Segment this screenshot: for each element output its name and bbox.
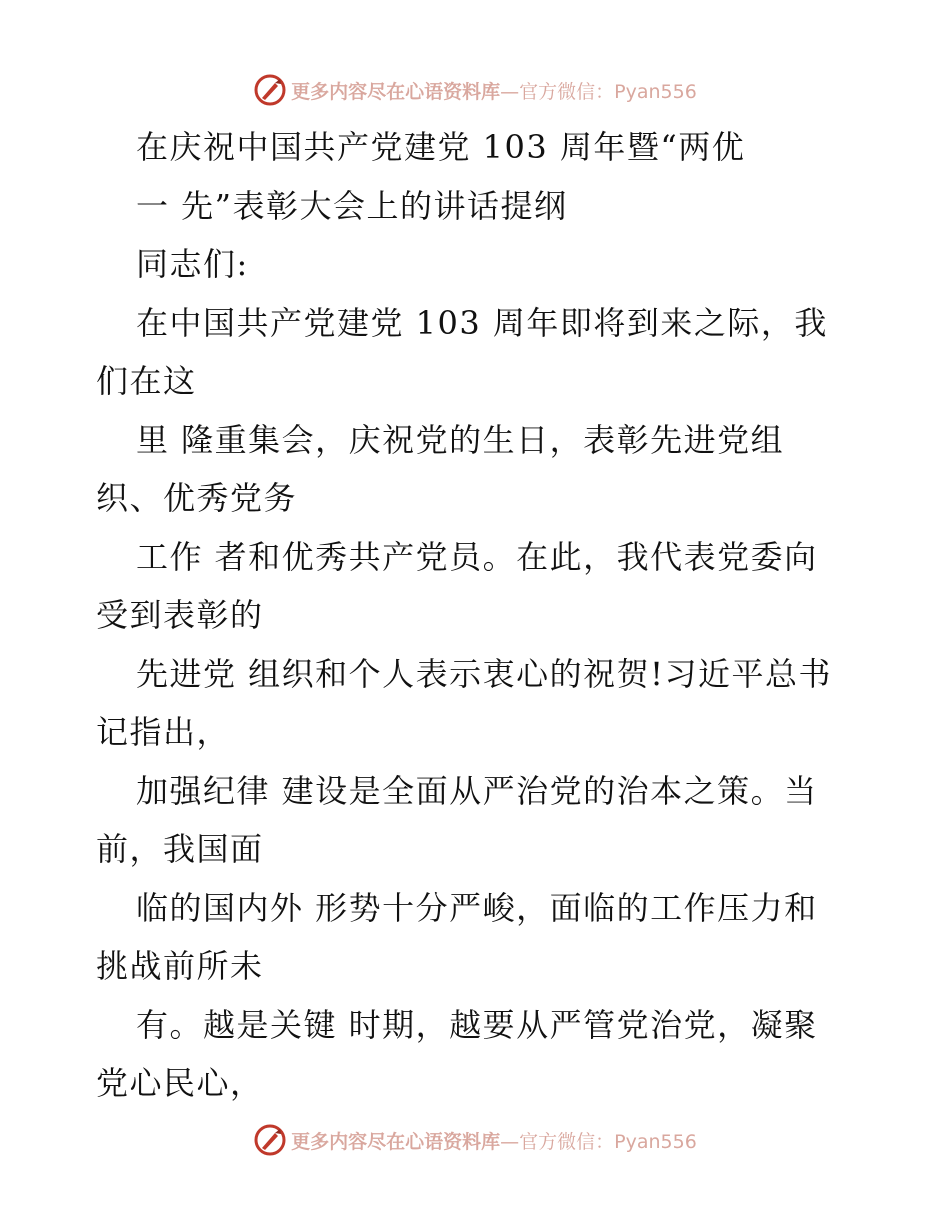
text-line: 受到表彰的 xyxy=(96,596,264,634)
text-line: 前，我国面 xyxy=(96,830,264,868)
text-line: 加强纪律 建设是全面从严治党的治本之策。当 xyxy=(136,771,818,810)
text-line: 记指出， xyxy=(96,713,231,751)
text-line: 在庆祝中国共产党建党 103 周年暨“两优 xyxy=(136,128,746,166)
text-line: 先进党 组织和个人表示衷心的祝贺!习近平总书 xyxy=(136,654,833,693)
watermark-text: 更多内容尽在心语资料库—官方微信：Pyan556 xyxy=(291,1130,697,1153)
text-line: 临的国内外 形势十分严峻，面临的工作压力和 xyxy=(136,888,818,927)
watermark-footer xyxy=(0,1120,950,1160)
text-line: 同志们: xyxy=(136,245,249,283)
text-line: 在中国共产党建党 103 周年即将到来之际，我 xyxy=(136,303,828,342)
text-line: 挑战前所未 xyxy=(96,947,264,985)
watermark-text: 更多内容尽在心语资料库—官方微信：Pyan556 xyxy=(291,80,697,103)
text-line: 一 先”表彰大会上的讲话提纲 xyxy=(136,186,568,225)
text-line: 党心民心， xyxy=(96,1064,264,1102)
document-body xyxy=(96,118,856,1113)
text-line: 工作 者和优秀共产党员。在此，我代表党委向 xyxy=(136,537,818,576)
text-line: 织、优秀党务 xyxy=(96,479,298,517)
quill-logo-icon xyxy=(253,73,287,107)
text-line: 有。越是关键 时期，越要从严管党治党，凝聚 xyxy=(136,1005,818,1044)
watermark-header xyxy=(0,70,950,110)
text-line: 里 隆重集会，庆祝党的生日，表彰先进党组 xyxy=(136,420,785,459)
quill-logo-icon xyxy=(253,1123,287,1157)
text-line: 们在这 xyxy=(96,362,197,400)
